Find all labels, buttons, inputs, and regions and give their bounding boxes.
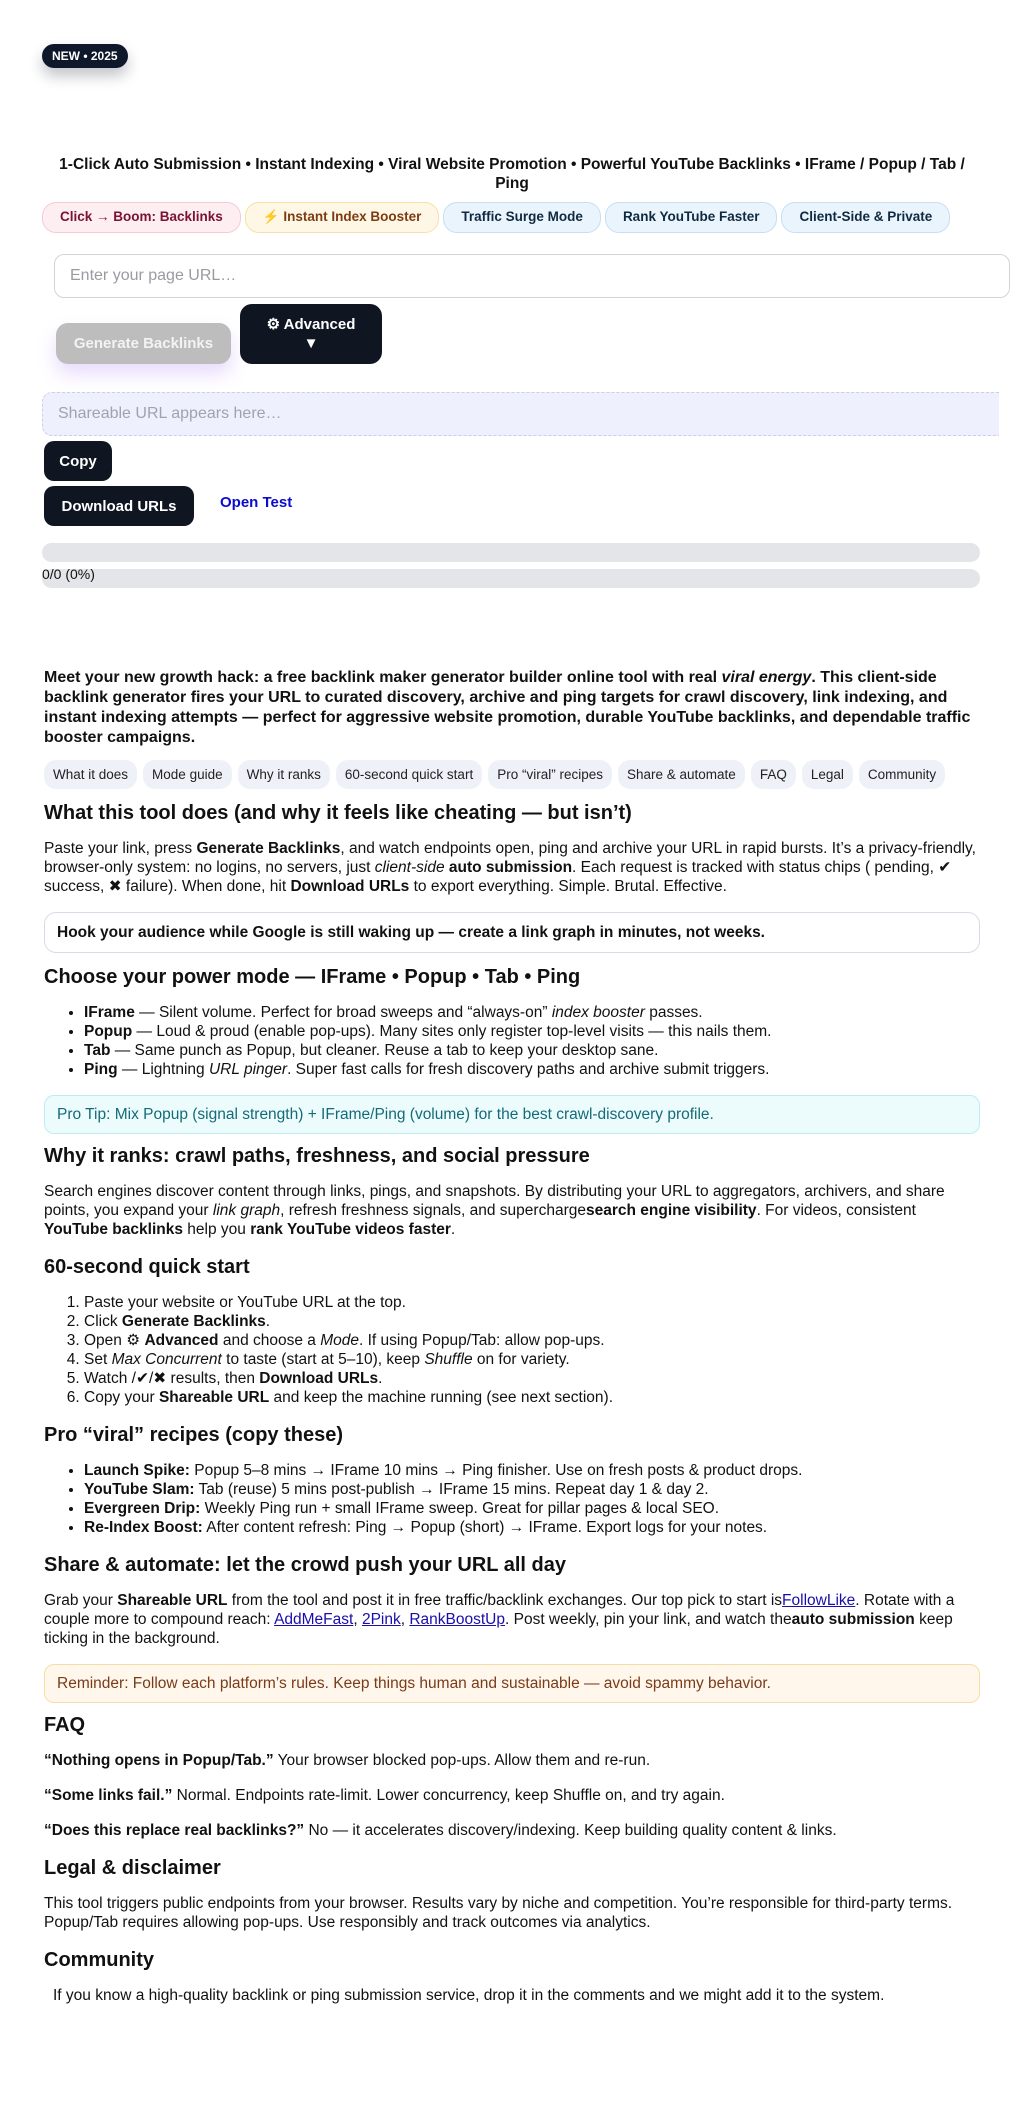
text: . Super fast calls for fresh discovery paths and archive submit triggers. xyxy=(287,1061,770,1078)
faq-answer: Normal. Endpoints rate-limit. Lower concurrency, keep Shuffle on, and try again. xyxy=(172,1787,725,1804)
italic-text: link graph xyxy=(212,1202,281,1219)
text: — Silent volume. Perfect for broad sweeps and “always-on” xyxy=(134,1004,548,1021)
mode-name: Popup xyxy=(84,1023,133,1040)
text: help you xyxy=(182,1221,251,1238)
legal-paragraph: This tool triggers public endpoints from your browser. Results vary by niche and competition. You’re responsible for third-party terms. Popup/Tab requires allowing pop-ups. Use responsibly and track outcomes via analytics. xyxy=(44,1895,953,1931)
italic-text: index booster xyxy=(547,1004,645,1021)
bold-text: Shareable URL xyxy=(117,1592,228,1609)
italic-text: Max Concurrent xyxy=(111,1351,222,1368)
quickstart-steps xyxy=(44,1293,980,1407)
text: — Loud & proud (enable pop-ups). Many sites only register top-level visits — this nails them. xyxy=(132,1023,772,1040)
text: to taste (start at 5–10), keep xyxy=(221,1351,425,1368)
table-of-contents xyxy=(44,760,980,789)
community-paragraph: If you know a high-quality backlink or ping submission service, drop it in the comments and we might add it to the system. xyxy=(53,1987,885,2004)
step-item xyxy=(84,1312,980,1331)
pill-traffic-surge: Traffic Surge Mode xyxy=(443,202,601,233)
list-item xyxy=(84,1480,980,1499)
toc-faq[interactable]: FAQ xyxy=(751,760,796,789)
text: Grab your xyxy=(44,1592,118,1609)
text: Search engines discover content through links, pings, and snapshots. By distributing your URL to aggregators, archivers, and share points, you expand your xyxy=(44,1183,945,1219)
section-heading-modes: Choose your power mode — IFrame • Popup • Tab • Ping xyxy=(44,966,581,988)
pill-rank-youtube: Rank YouTube Faster xyxy=(605,202,778,233)
text: Weekly Ping run + small IFrame sweep. Great for pillar pages & local SEO. xyxy=(200,1500,720,1517)
bold-text: auto submission xyxy=(791,1611,915,1628)
2pink-link[interactable]: 2Pink xyxy=(361,1611,401,1628)
text: passes. xyxy=(644,1004,703,1021)
faq-answer: No — it accelerates discovery/indexing. Keep building quality content & links. xyxy=(304,1822,837,1839)
text: , refresh freshness signals, and supercharge xyxy=(280,1202,586,1219)
text: — Same punch as Popup, but cleaner. Reuse a tab to keep your desktop sane. xyxy=(110,1042,659,1059)
bold-text: auto submission xyxy=(444,859,573,876)
pill-index-booster: ⚡ Instant Index Booster xyxy=(245,202,440,233)
intro-text: Meet your new growth hack: a free backlink maker generator builder online tool with real xyxy=(44,669,722,686)
section-heading-ranks: Why it ranks: crawl paths, freshness, and social pressure xyxy=(44,1145,590,1167)
toc-share[interactable]: Share & automate xyxy=(618,760,745,789)
list-item xyxy=(84,1518,980,1537)
text: After content refresh: Ping → Popup (short) → IFrame. Export logs for your notes. xyxy=(202,1519,768,1536)
text: Paste your link, press xyxy=(44,840,197,857)
faq-item xyxy=(44,1821,980,1840)
list-item xyxy=(84,1022,980,1041)
list-item xyxy=(84,1461,980,1480)
bold-text: Generate Backlinks xyxy=(196,840,341,857)
toc-mode-guide[interactable]: Mode guide xyxy=(143,760,232,789)
ranks-paragraph xyxy=(44,1182,980,1239)
advanced-label: ⚙ Advanced xyxy=(266,316,356,333)
text: and keep the machine running (see next section). xyxy=(269,1389,614,1406)
toc-legal[interactable]: Legal xyxy=(802,760,853,789)
text: . xyxy=(450,1221,456,1238)
text: . If using Popup/Tab: allow pop-ups. xyxy=(359,1332,605,1349)
toc-what-it-does[interactable]: What it does xyxy=(44,760,137,789)
italic-text: Mode xyxy=(320,1332,360,1349)
text: keep ticking in the background. xyxy=(44,1611,953,1647)
toc-recipes[interactable]: Pro “viral” recipes xyxy=(488,760,612,789)
toc-community[interactable]: Community xyxy=(859,760,945,789)
text: Click xyxy=(84,1313,122,1330)
recipe-name: Re-Index Boost: xyxy=(84,1519,203,1536)
intro-text-2: . This client-side backlink generator fires your URL to curated discovery, archive and ping targets for crawl discovery, link indexing, and instant indexing attempts — perfect for aggressive website promotion, durable YouTube backlinks, and dependable traffic booster campaigns. xyxy=(44,669,971,746)
text: , xyxy=(400,1611,410,1628)
page-url-input[interactable] xyxy=(54,254,1010,298)
list-item xyxy=(84,1499,980,1518)
download-urls-button[interactable]: Download URLs xyxy=(44,486,194,526)
advanced-toggle-button[interactable] xyxy=(240,304,382,364)
rankboostup-link[interactable]: RankBoostUp xyxy=(409,1611,505,1628)
text: — Lightning xyxy=(117,1061,209,1078)
bold-text: search engine visibility xyxy=(585,1202,757,1219)
chevron-down-icon: ▼ xyxy=(303,335,319,352)
bold-text: YouTube backlinks xyxy=(44,1221,183,1238)
faq-question: “Does this replace real backlinks?” xyxy=(44,1822,305,1839)
section-heading-faq: FAQ xyxy=(44,1714,86,1736)
recipe-name: YouTube Slam: xyxy=(84,1481,195,1498)
tagline: 1-Click Auto Submission • Instant Indexing • Viral Website Promotion • Powerful YouTube Backlinks • IFrame / Popup / Tab / Ping xyxy=(59,156,965,192)
text: on for variety. xyxy=(472,1351,570,1368)
mode-name: Ping xyxy=(84,1061,118,1078)
text: Watch /✔/✖ results, then xyxy=(84,1370,260,1387)
bold-text: Generate Backlinks xyxy=(121,1313,266,1330)
addmefast-link[interactable]: AddMeFast xyxy=(274,1611,354,1628)
text: . For videos, consistent xyxy=(756,1202,916,1219)
pro-tip-box: Pro Tip: Mix Popup (signal strength) + IFrame/Ping (volume) for the best crawl-discovery profile. xyxy=(44,1095,980,1134)
text: and choose a xyxy=(218,1332,321,1349)
hook-callout: Hook your audience while Google is still waking up — create a link graph in minutes, not weeks. xyxy=(44,912,980,953)
copy-button[interactable]: Copy xyxy=(44,441,112,481)
step-item xyxy=(84,1293,980,1312)
text: . Rotate with a couple more to compound reach: xyxy=(44,1592,955,1628)
what-paragraph xyxy=(44,839,980,896)
text: . Post weekly, pin your link, and watch the xyxy=(505,1611,792,1628)
recipe-name: Evergreen Drip: xyxy=(84,1500,201,1517)
share-paragraph xyxy=(44,1591,980,1648)
text: , and watch endpoints open, ping and archive your URL in rapid bursts. It’s a privacy-friendly, browser-only system: no logins, no servers, just xyxy=(44,840,976,876)
text: , xyxy=(353,1611,362,1628)
list-item xyxy=(84,1060,980,1079)
section-heading-legal: Legal & disclaimer xyxy=(44,1857,221,1879)
open-test-link[interactable]: Open Test xyxy=(220,494,293,511)
reminder-box: Reminder: Follow each platform’s rules. Keep things human and sustainable — avoid spammy behavior. xyxy=(44,1664,980,1703)
section-heading-recipes: Pro “viral” recipes (copy these) xyxy=(44,1424,344,1446)
step-item xyxy=(84,1388,980,1407)
followlike-link[interactable]: FollowLike xyxy=(782,1592,856,1609)
list-item xyxy=(84,1003,980,1022)
feature-pills xyxy=(42,202,950,233)
italic-text: URL pinger xyxy=(208,1061,288,1078)
bold-text: Download URLs xyxy=(259,1370,379,1387)
text: Copy your xyxy=(84,1389,159,1406)
shareable-url-field[interactable] xyxy=(42,392,999,436)
recipes-list xyxy=(44,1461,980,1537)
section-heading-community: Community xyxy=(44,1949,154,1971)
text: Popup 5–8 mins → IFrame 10 mins → Ping finisher. Use on fresh posts & product drops. xyxy=(189,1462,803,1479)
bold-text: rank YouTube videos faster xyxy=(250,1221,451,1238)
intro-paragraph xyxy=(44,668,980,748)
text: from the tool and post it in free traffic/backlink exchanges. Our top pick to start is xyxy=(227,1592,783,1609)
section-heading-what: What this tool does (and why it feels like cheating — but isn’t) xyxy=(44,802,632,824)
italic-text: Shuffle xyxy=(424,1351,473,1368)
mode-name: Tab xyxy=(84,1042,111,1059)
section-heading-share: Share & automate: let the crowd push your URL all day xyxy=(44,1554,566,1576)
faq-question: “Some links fail.” xyxy=(44,1787,173,1804)
toc-quick-start[interactable]: 60-second quick start xyxy=(336,760,482,789)
list-item xyxy=(84,1041,980,1060)
pill-client-side: Client-Side & Private xyxy=(781,202,950,233)
progress-text: 0/0 (0%) xyxy=(42,566,95,582)
section-heading-quickstart: 60-second quick start xyxy=(44,1256,250,1278)
intro-emphasis: viral energy xyxy=(721,669,812,686)
modes-list xyxy=(44,1003,980,1079)
recipe-name: Launch Spike: xyxy=(84,1462,190,1479)
text: . xyxy=(378,1370,383,1387)
faq-item xyxy=(44,1786,980,1805)
article xyxy=(44,668,980,2021)
generate-backlinks-button[interactable]: Generate Backlinks xyxy=(56,323,231,364)
step-item xyxy=(84,1331,980,1350)
italic-text: client-side xyxy=(374,859,445,876)
text: . Each request is tracked with status chips ( pending, ✔ success, ✖ failure). When done, hit xyxy=(44,859,952,895)
progress-bar xyxy=(42,543,980,562)
pill-backlinks: Click → Boom: Backlinks xyxy=(42,202,241,233)
text: Open ⚙ xyxy=(84,1332,145,1349)
faq-answer: Your browser blocked pop-ups. Allow them and re-run. xyxy=(273,1752,651,1769)
bold-text: Advanced xyxy=(144,1332,219,1349)
new-badge: NEW • 2025 xyxy=(42,44,128,68)
bold-text: Shareable URL xyxy=(158,1389,270,1406)
progress-track xyxy=(42,569,980,588)
text: to export everything. Simple. Brutal. Effective. xyxy=(409,878,727,895)
bold-text: Download URLs xyxy=(290,878,410,895)
mode-name: IFrame xyxy=(84,1004,135,1021)
toc-why-it-ranks[interactable]: Why it ranks xyxy=(238,760,330,789)
text: Set xyxy=(84,1351,112,1368)
text: Paste your website or YouTube URL at the top. xyxy=(84,1294,406,1311)
faq-question: “Nothing opens in Popup/Tab.” xyxy=(44,1752,274,1769)
step-item xyxy=(84,1369,980,1388)
text: . xyxy=(265,1313,271,1330)
faq-list xyxy=(44,1751,980,1840)
faq-item xyxy=(44,1751,980,1770)
text: Tab (reuse) 5 mins post-publish → IFrame 15 mins. Repeat day 1 & day 2. xyxy=(194,1481,709,1498)
step-item xyxy=(84,1350,980,1369)
